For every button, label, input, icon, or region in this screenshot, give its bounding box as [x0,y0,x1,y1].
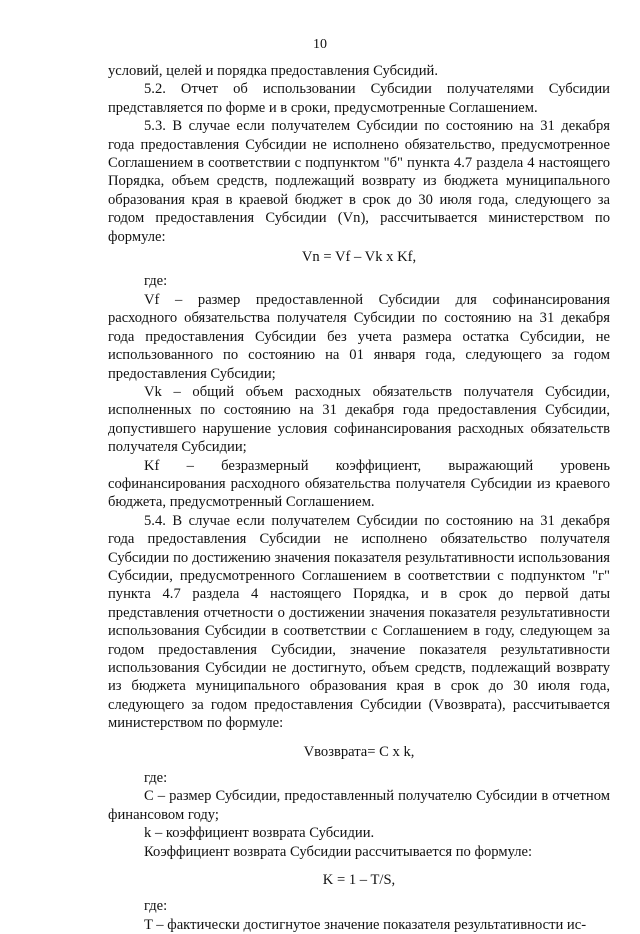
document-body [108,62,610,934]
definition-kf: Kf – безразмерный коэффициент, выражающий уровень софинансирования расходного обязательства получателя Субсидии из краевого бюджета, предусмотренный Соглашением. [108,457,610,511]
where-label: где: [144,273,168,290]
coefficient-intro: Коэффициент возврата Субсидии рассчитывается по формуле: [144,843,533,860]
paragraph-5-4: 5.4. В случае если получателем Субсидии по состоянию на 31 декабря года предоставления Субсидии не исполнено обязательство получателя Субсидии по достижению значения показателя результативности использования Субсидии, предусмотренного Соглашением в соответствии с подпунктом "г" пункта 4.7 раздела 4 настоящего Порядка, и в срок до первой даты представления отчетности о достижении значения показателя результативности использования Субсидии в соответствии с Соглашением в году, следующем за годом предоставления Субсидии, значение показателя результативности использования Субсидии не достигнуто, объем средств, подлежащий возврату из бюджета муниципального образования края в срок до 30 июля года, следующего за годом предоставления Субсидии (Vвозврата), рассчитывается министерством по формуле: [108,512,610,732]
definition-c: C – размер Субсидии, предоставленный получателю Субсидии в отчетном финансовом году; [108,788,610,823]
formula-v-vozvrata: Vвозврата= C x k, [303,743,415,760]
definition-vk: Vk – общий объем расходных обязательств получателя Субсидии, исполненных по состоянию на 31 декабря года предоставления Субсидии, допустившего нарушение условия софинансирования расходных обязательств получателя Субсидии; [108,383,610,456]
paragraph-5-3: 5.3. В случае если получателем Субсидии по состоянию на 31 декабря года предоставления Субсидии не исполнено обязательство, предусмотренное Соглашением в соответствии с подпунктом "б" пункта 4.7 раздела 4 настоящего Порядка, объем средств, подлежащий возврату из бюджета муниципального образования края в краевой бюджет в срок до 30 июля года, следующего за годом предоставления Субсидии (Vn), рассчитывается министерством по формуле: [108,118,610,245]
paragraph-continuation: условий, целей и порядка предоставления Субсидий. [108,63,438,79]
definition-k: k – коэффициент возврата Субсидии. [144,825,375,842]
definition-vf: Vf – размер предоставленной Субсидии для софинансирования расходного обязательства получателя Субсидии по состоянию на 31 декабря года предоставления Субсидии без учета размера остатка Субсидии, не использованного по состоянию на 01 января года, следующего за годом предоставления Субсидии; [108,291,610,382]
definition-t: T – фактически достигнутое значение показателя результативности ис- [144,916,587,933]
where-label: где: [144,770,168,787]
where-label: где: [144,898,168,915]
formula-k: K = 1 – T/S, [322,872,396,889]
paragraph-5-2: 5.2. Отчет об использовании Субсидии получателями Субсидии представляется по форме и в сроки, предусмотренные Соглашением. [108,81,610,116]
page-number: 10 [313,37,327,52]
formula-vn: Vn = Vf – Vk x Kf, [301,249,417,266]
